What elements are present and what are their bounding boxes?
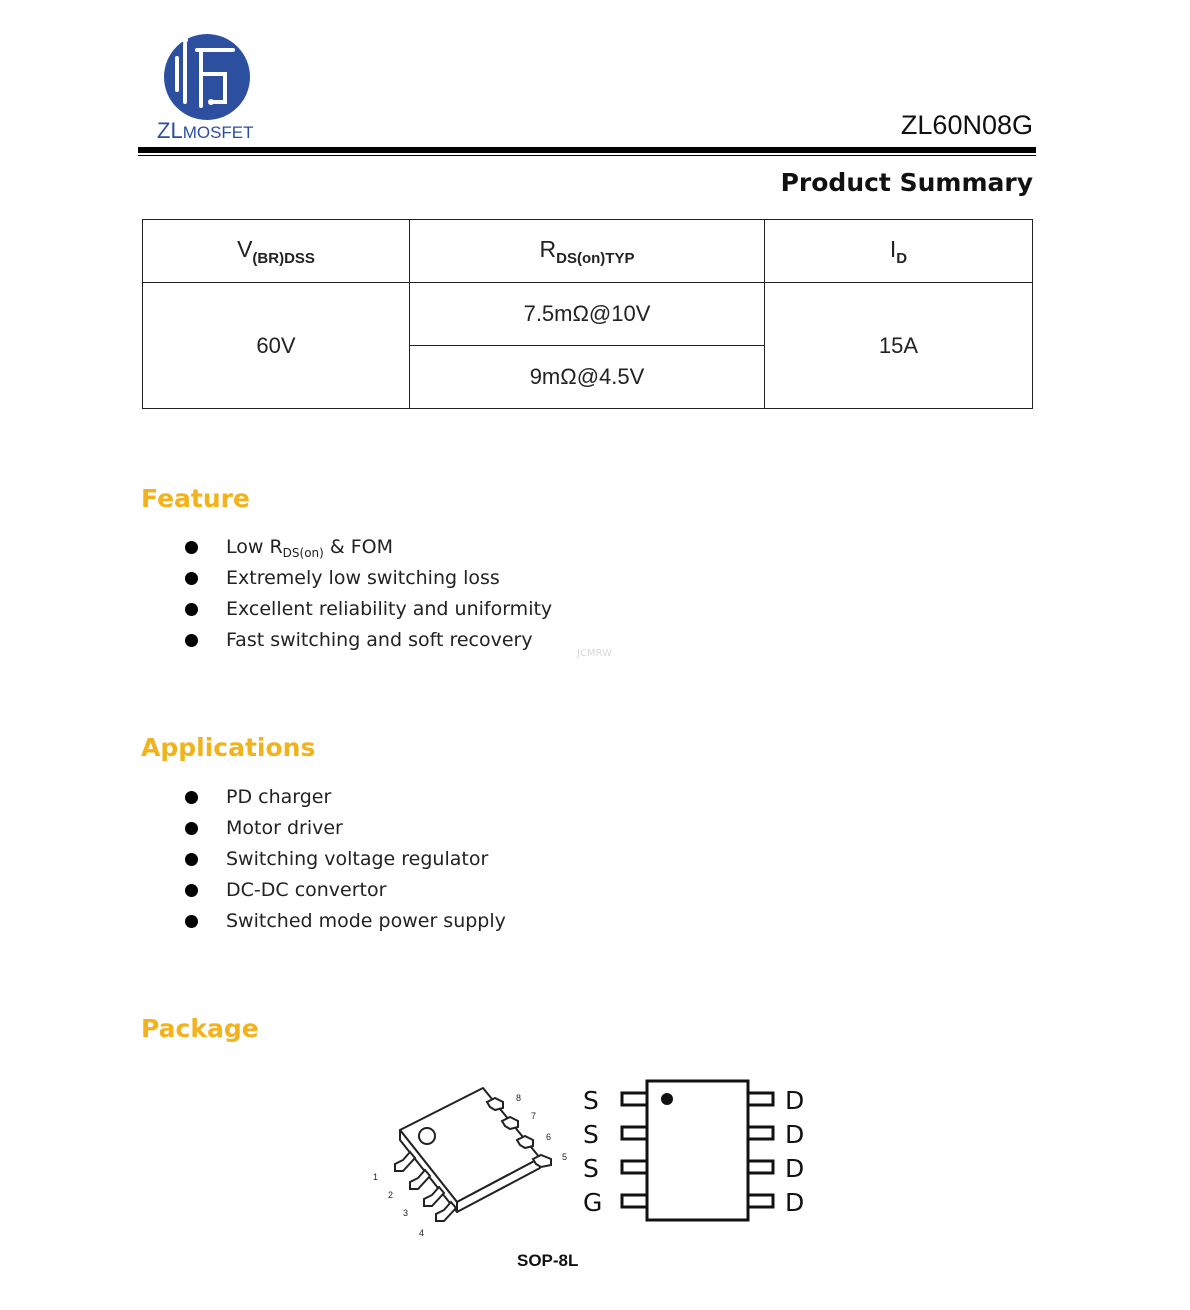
header-id: $I_D$	[765, 220, 1033, 283]
rdson-value-10v: 7.5mΩ@10V	[410, 283, 765, 346]
list-item: Motor driver	[183, 813, 506, 844]
pin-label-d2: D	[785, 1120, 805, 1149]
logo-text: ZLMOSFET	[157, 118, 254, 143]
watermark: JCMRW	[577, 648, 612, 659]
package-title: Package	[141, 1014, 259, 1043]
pin-label-s2: S	[583, 1120, 599, 1149]
header-rule	[138, 147, 1036, 153]
pin-number-2: 2	[388, 1190, 394, 1200]
list-item: PD charger	[183, 782, 506, 813]
list-item: Fast switching and soft recovery	[183, 625, 552, 656]
header-vbrdss: $V_{(BR)DSS}$	[143, 220, 410, 283]
package-label: SOP-8L	[517, 1251, 579, 1270]
pin-number-7: 7	[531, 1111, 537, 1121]
product-summary-table	[142, 219, 1033, 409]
part-number: ZL60N08G	[900, 110, 1033, 140]
feature-title: Feature	[141, 484, 250, 513]
pin-label-d4: D	[785, 1188, 805, 1217]
header-rdson: $R_{DS(on)TYP}$	[410, 220, 765, 283]
pin-number-3: 3	[403, 1208, 409, 1218]
list-item: Switching voltage regulator	[183, 844, 506, 875]
applications-list	[183, 782, 506, 937]
pin-label-s3: S	[583, 1154, 599, 1183]
pin-number-6: 6	[546, 1132, 552, 1142]
bullet-icon	[185, 915, 198, 928]
list-item: Excellent reliability and uniformity	[183, 594, 552, 625]
pin-number-8: 8	[516, 1093, 522, 1103]
applications-title: Applications	[141, 733, 316, 762]
list-item: Low $R_{DS(on)}$ & FOM	[183, 532, 552, 563]
id-value: 15A	[765, 283, 1033, 409]
bullet-icon	[185, 541, 198, 554]
pin-label-d1: D	[785, 1086, 805, 1115]
list-item: Extremely low switching loss	[183, 563, 552, 594]
bullet-icon	[185, 603, 198, 616]
pin-label-d3: D	[785, 1154, 805, 1183]
pin-number-4: 4	[419, 1228, 425, 1238]
vbrdss-value: 60V	[143, 283, 410, 409]
header-rule-thin	[138, 155, 1036, 156]
bullet-icon	[185, 634, 198, 647]
pin-label-g: G	[583, 1188, 603, 1217]
package-3d-drawing	[365, 1080, 575, 1250]
pin-number-5: 5	[562, 1152, 568, 1162]
pin-label-s1: S	[583, 1086, 599, 1115]
list-item: Switched mode power supply	[183, 906, 506, 937]
list-item: DC-DC convertor	[183, 875, 506, 906]
feature-list	[183, 532, 552, 656]
bullet-icon	[185, 791, 198, 804]
package-pinout-diagram	[575, 1075, 815, 1225]
bullet-icon	[185, 822, 198, 835]
product-summary-title: Product Summary	[780, 168, 1033, 197]
pin-number-1: 1	[373, 1172, 379, 1182]
bullet-icon	[185, 853, 198, 866]
bullet-icon	[185, 572, 198, 585]
bullet-icon	[185, 884, 198, 897]
rdson-value-4v5: 9mΩ@4.5V	[410, 346, 765, 409]
